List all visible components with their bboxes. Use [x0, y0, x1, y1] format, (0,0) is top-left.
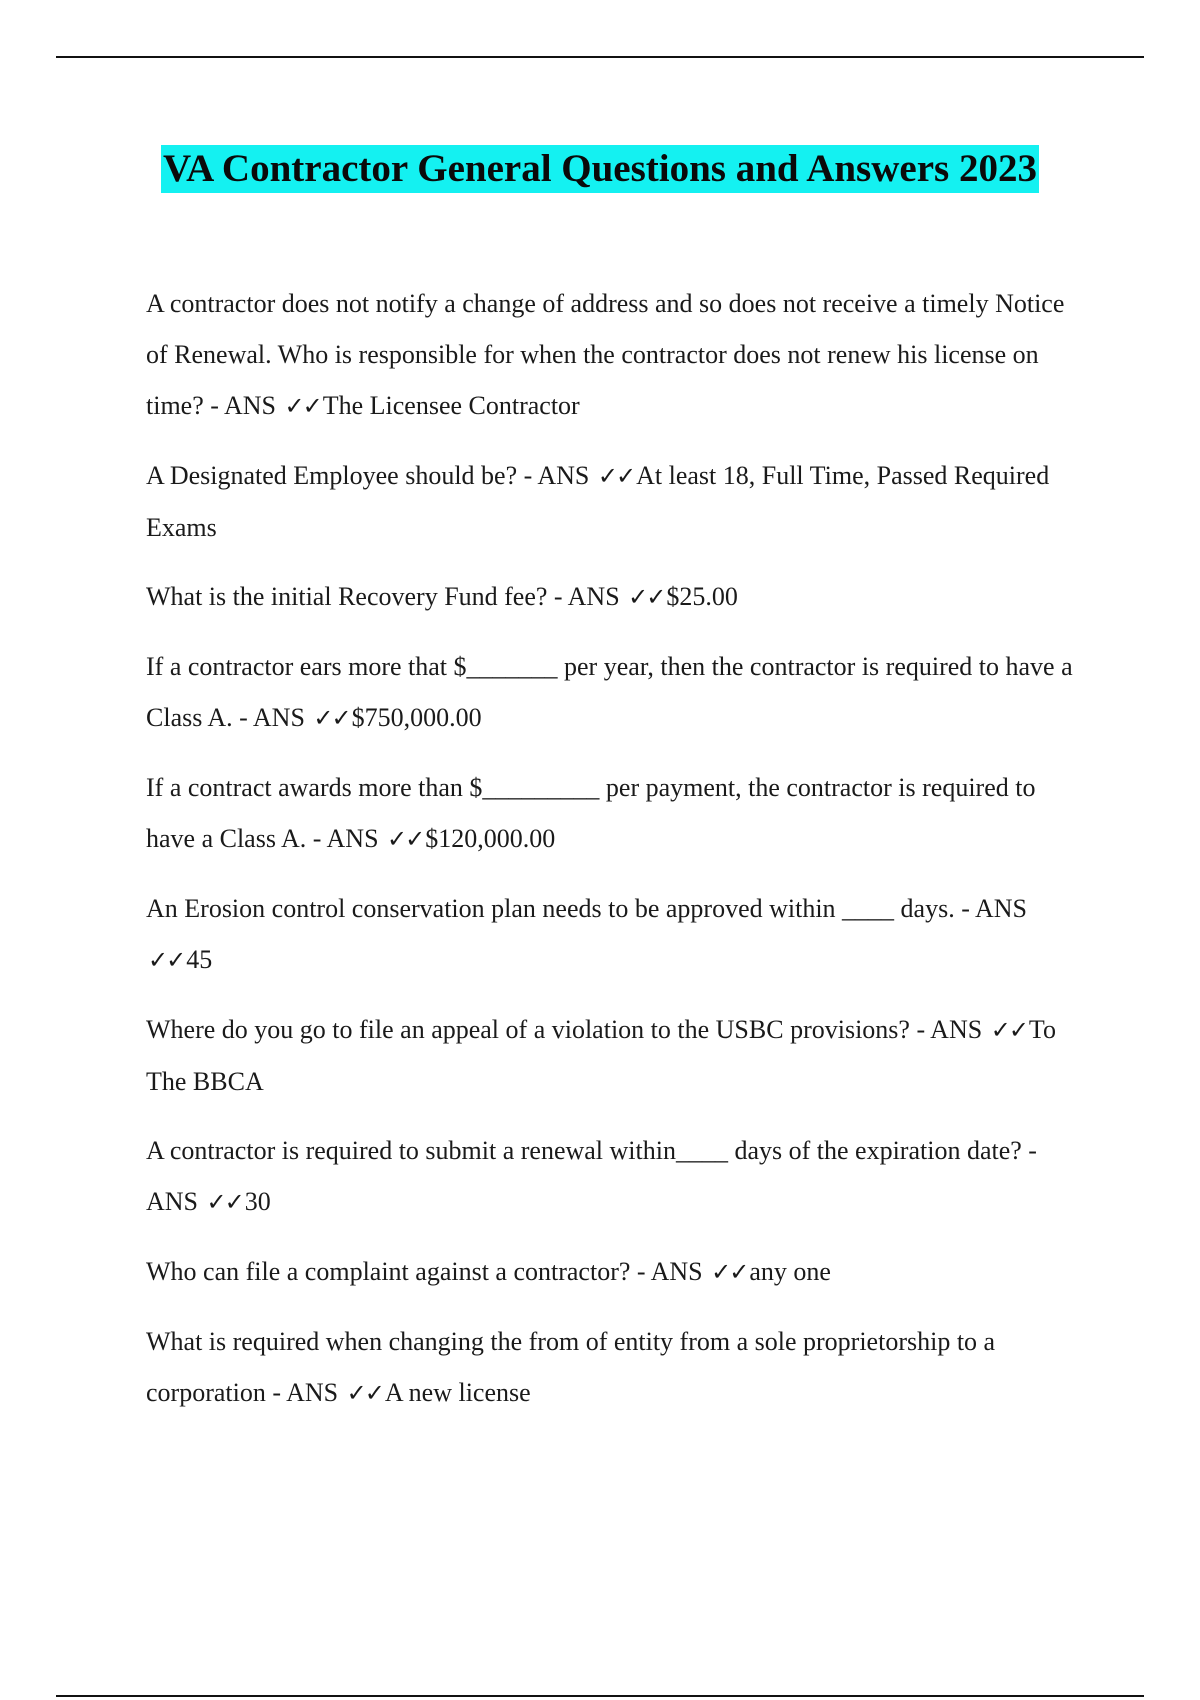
question-text: If a contractor ears more that $_______ per year, then the contractor is required to have a Class A. - ANS [146, 652, 1073, 732]
answer-text: $120,000.00 [425, 824, 556, 853]
answer-text: A new license [384, 1378, 531, 1407]
question-text: A contractor is required to submit a renewal within____ days of the expiration date? - ANS [146, 1136, 1037, 1216]
qa-item [146, 641, 1086, 744]
double-check-icon: ✓✓ [711, 1258, 748, 1286]
double-check-icon: ✓✓ [628, 583, 665, 611]
double-check-icon: ✓✓ [990, 1016, 1027, 1044]
question-text: An Erosion control conservation plan needs to be approved within ____ days. - ANS [146, 894, 1027, 923]
double-check-icon: ✓✓ [148, 946, 185, 974]
title-container [0, 145, 1200, 193]
answer-text: 30 [244, 1187, 271, 1216]
qa-item [146, 1125, 1086, 1228]
question-text: If a contract awards more than $_________ per payment, the contractor is required to have a Class A. - ANS [146, 773, 1036, 853]
question-text: A contractor does not notify a change of address and so does not receive a timely Notice of Renewal. Who is responsible for when the contractor does not renew his license on time? - ANS [146, 289, 1065, 420]
double-check-icon: ✓✓ [597, 462, 635, 490]
qa-item [146, 1246, 1086, 1298]
question-text: Who can file a complaint against a contractor? - ANS [146, 1257, 703, 1286]
top-rule [56, 56, 1144, 58]
qa-item [146, 762, 1086, 865]
question-text: Where do you go to file an appeal of a violation to the USBC provisions? - ANS [146, 1015, 983, 1044]
answer-text: any one [749, 1257, 831, 1286]
qa-item [146, 450, 1086, 553]
answer-text: $750,000.00 [351, 703, 482, 732]
question-text: What is the initial Recovery Fund fee? - ANS [146, 582, 620, 611]
qa-item [146, 1316, 1086, 1419]
bottom-rule [56, 1695, 1144, 1697]
qa-list [146, 278, 1086, 1437]
answer-text: $25.00 [666, 582, 738, 611]
qa-item [146, 278, 1086, 432]
qa-item [146, 883, 1086, 986]
qa-item [146, 1004, 1086, 1107]
document-title: VA Contractor General Questions and Answers 2023 [161, 145, 1039, 193]
double-check-icon: ✓✓ [284, 392, 321, 420]
question-text: What is required when changing the from of entity from a sole proprietorship to a corporation - ANS [146, 1327, 996, 1407]
question-text: A Designated Employee should be? - ANS [146, 461, 590, 490]
answer-text: The Licensee Contractor [322, 391, 580, 420]
answer-text: 45 [186, 945, 213, 974]
double-check-icon: ✓✓ [387, 825, 424, 853]
qa-item [146, 571, 1086, 623]
double-check-icon: ✓✓ [313, 704, 350, 732]
answer-text: At least 18, Full Time, Passed Required Exams [146, 461, 1050, 542]
double-check-icon: ✓✓ [206, 1188, 243, 1216]
double-check-icon: ✓✓ [346, 1379, 383, 1407]
answer-text: To The BBCA [146, 1015, 1056, 1096]
